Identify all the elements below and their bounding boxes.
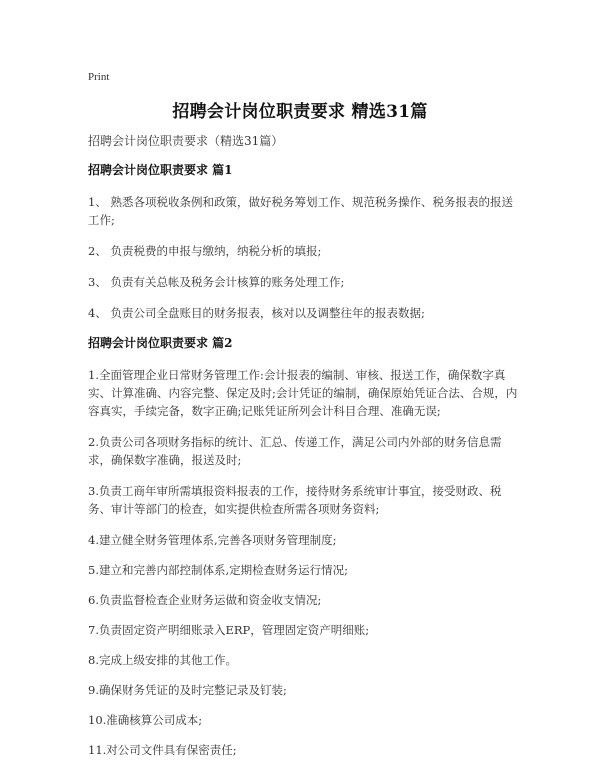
section2-item-9: 9.确保财务凭证的及时完整记录及钉装; [88, 683, 287, 697]
section1-item-4: 4、 负责公司全盘账目的财务报表，核对以及调整往年的报表数据; [88, 306, 425, 320]
section2-item-3: 3.负责工商年审所需填报资料报表的工作，接待财务系统审计事宜，接受财政、税务、审计等部门的检查，如实提供检查所需各项财务资料; [88, 484, 502, 516]
section2-item-5: 5.建立和完善内部控制体系,定期检查财务运行情况; [88, 563, 348, 577]
section-heading-1: 招聘会计岗位职责要求 篇1 [88, 163, 233, 177]
document-subtitle: 招聘会计岗位职责要求（精选31篇） [88, 134, 284, 148]
section2-item-8: 8.完成上级安排的其他工作。 [88, 653, 237, 667]
document-body [88, 133, 520, 771]
section1-item-3: 3、 负责有关总帐及税务会计核算的账务处理工作; [88, 275, 345, 289]
section1-item-1: 1、 熟悉各项税收条例和政策，做好税务筹划工作、规范税务操作、税务报表的报送工作; [88, 195, 513, 227]
section2-item-10: 10.准确核算公司成本; [88, 713, 203, 727]
section2-item-6: 6.负责监督检查企业财务运做和资金收支情况; [88, 593, 322, 607]
section1-item-2: 2、 负责税费的申报与缴纳，纳税分析的填报; [88, 244, 322, 258]
page-title: 招聘会计岗位职责要求 精选31篇 [172, 102, 428, 122]
print-label[interactable]: Print [88, 71, 110, 83]
section2-item-11: 11.对公司文件具有保密责任; [88, 743, 237, 757]
section2-item-7: 7.负责固定资产明细账录入ERP，管理固定资产明细账; [88, 623, 370, 637]
section2-item-2: 2.负责公司各项财务指标的统计、汇总、传递工作，满足公司内外部的财务信息需求，确保数字准确，报送及时; [88, 435, 502, 467]
section-heading-2: 招聘会计岗位职责要求 篇2 [88, 336, 233, 350]
section2-item-1: 1.全面管理企业日常财务管理工作:会计报表的编制、审核、报送工作，确保数字真实、计算准确、内容完整、保定及时;会计凭证的编制，确保原始凭证合法、合规，内容真实，手续完备，数字正确;记账凭证所列会计科目合理、准确无误; [88, 368, 518, 418]
section2-item-4: 4.建立健全财务管理体系,完善各项财务管理制度; [88, 533, 337, 547]
